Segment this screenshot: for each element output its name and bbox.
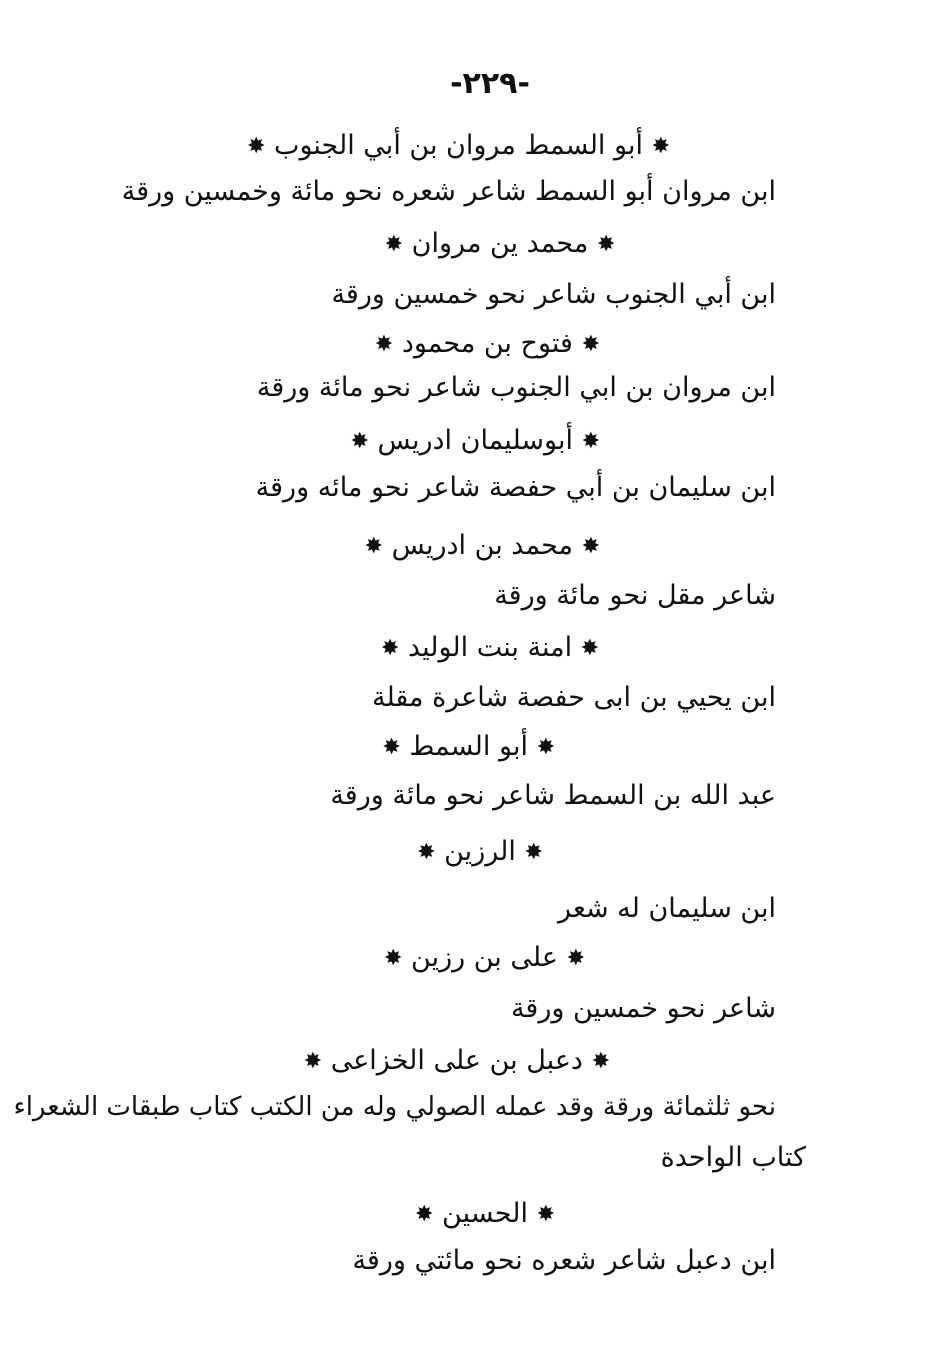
- entry-title: [364, 530, 600, 561]
- entry-title: [303, 1045, 610, 1076]
- entry-text: ابن أبي الجنوب شاعر نحو خمسين ورقة: [331, 279, 776, 310]
- entry-title-text: على بن رزين: [411, 942, 558, 973]
- ornament-icon: ✸: [581, 534, 600, 559]
- ornament-icon: ✸: [581, 429, 600, 454]
- ornament-icon: ✸: [350, 429, 369, 454]
- entry-text: ابن دعبل شاعر شعره نحو مائتي ورقة: [352, 1245, 776, 1276]
- entry-title: [414, 1198, 555, 1229]
- entry-title-text: أبوسليمان ادريس: [377, 425, 573, 456]
- ornament-icon: ✸: [384, 232, 404, 257]
- entry-title: [374, 328, 600, 359]
- entry-title-text: الحسين: [442, 1198, 528, 1229]
- ornament-icon: ✸: [536, 1202, 555, 1227]
- ornament-icon: ✸: [382, 735, 401, 760]
- ornament-icon: ✸: [374, 332, 394, 357]
- ornament-icon: ✸: [536, 735, 555, 760]
- entry-text: شاعر مقل نحو مائة ورقة: [494, 580, 776, 611]
- entry-title-text: أبو السمط: [409, 731, 528, 762]
- entry-text: شاعر نحو خمسين ورقة: [510, 993, 776, 1024]
- entry-text: نحو ثلثمائة ورقة وقد عمله الصولي وله من الكتب كتاب طبقات الشعراء: [13, 1092, 776, 1122]
- ornament-icon: ✸: [414, 1202, 434, 1227]
- entry-title-text: محمد بن ادريس: [391, 530, 573, 561]
- ornament-icon: ✸: [417, 840, 436, 865]
- entry-text: ابن يحيي بن ابى حفصة شاعرة مقلة: [371, 682, 776, 713]
- ornament-icon: ✸: [384, 946, 403, 971]
- entry-text: ابن سليمان له شعر: [558, 893, 776, 924]
- entry-title: [382, 731, 555, 762]
- entry-title: [350, 425, 600, 456]
- entry-title: [380, 632, 600, 663]
- page-number: -٢٢٩-: [450, 66, 530, 101]
- ornament-icon: ✸: [580, 636, 600, 661]
- entry-text: ابن مروان بن ابي الجنوب شاعر نحو مائة ورقة: [256, 372, 776, 403]
- entry-title: [380, 228, 620, 259]
- entry-text: ابن مروان أبو السمط شاعر شعره نحو مائة وخمسين ورقة: [121, 176, 776, 207]
- ornament-icon: ✸: [380, 636, 400, 661]
- entry-text-continuation: كتاب الواحدة: [660, 1142, 806, 1173]
- entry-title-text: دعبل بن على الخزاعى: [330, 1045, 583, 1076]
- entry-text: ابن سليمان بن أبي حفصة شاعر نحو مائه ورقة: [255, 472, 776, 503]
- ornament-icon: ✸: [247, 134, 266, 159]
- entry-title-text: محمد ين مروان: [411, 228, 589, 259]
- entry-title-text: أبو السمط مروان بن أبي الجنوب: [274, 130, 643, 161]
- entry-title-text: امنة بنت الوليد: [407, 632, 573, 663]
- ornament-icon: ✸: [596, 232, 616, 257]
- ornament-icon: ✸: [651, 134, 670, 159]
- ornament-icon: ✸: [581, 332, 600, 357]
- ornament-icon: ✸: [364, 534, 383, 559]
- ornament-icon: ✸: [524, 840, 543, 865]
- entry-title: [384, 942, 585, 973]
- ornament-icon: ✸: [566, 946, 585, 971]
- entry-title-text: فتوح بن محمود: [401, 328, 573, 359]
- ornament-icon: ✸: [591, 1049, 610, 1074]
- entry-title-text: الرزين: [444, 836, 516, 867]
- ornament-icon: ✸: [303, 1049, 323, 1074]
- entry-title: [415, 836, 545, 867]
- entry-title: [247, 130, 670, 161]
- entry-text: عبد الله بن السمط شاعر نحو مائة ورقة: [330, 780, 776, 811]
